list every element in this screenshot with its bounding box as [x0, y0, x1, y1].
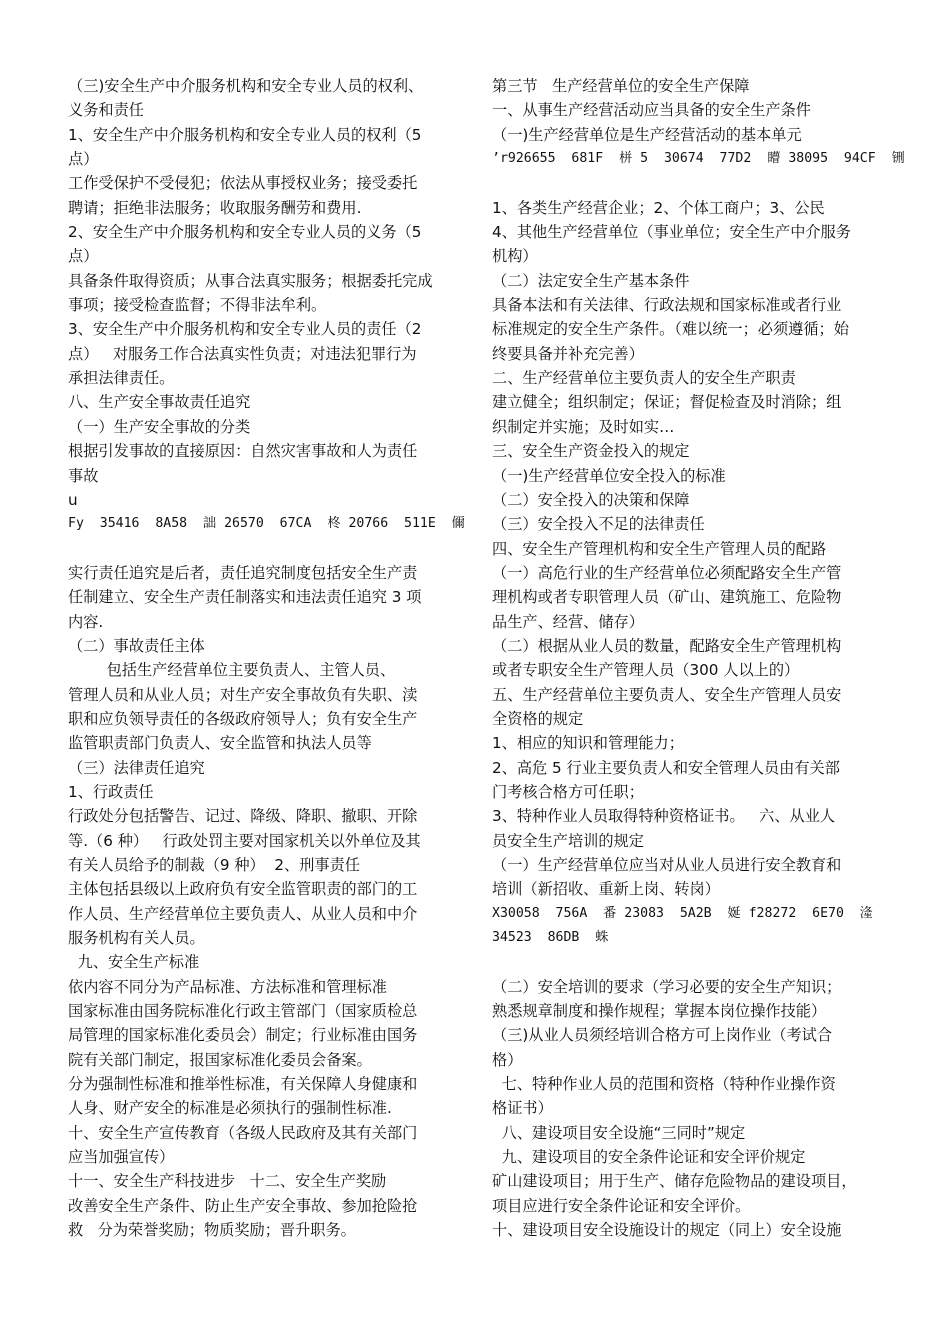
- text-line: 作人员、生产经营单位主要负责人、从业人员和中介: [68, 904, 418, 923]
- text-line: 院有关部门制定，报国家标准化委员会备案。: [68, 1050, 372, 1069]
- text-line: 职和应负领导责任的各级政府领导人；负有安全生产: [68, 709, 418, 728]
- text-line: [68, 537, 468, 561]
- text-line: 二、生产经营单位主要负责人的安全生产职责: [492, 369, 796, 388]
- text-line: （二）安全投入的决策和保障: [492, 490, 690, 509]
- text-line: 根据引发事故的直接原因：自然灾害事故和人为责任: [68, 442, 418, 461]
- text-line: 八、建设项目安全设施“三同时”规定: [492, 1123, 746, 1142]
- text-line: （三)从业人员须经培训合格方可上岗作业（考试合: [492, 1026, 833, 1045]
- text-line: ’r926655 681F 栟 5 30674 77D2 矒 38095 94CF 铏: [492, 151, 905, 167]
- text-line: （二）根据从业人员的数量，配路安全生产管理机构: [492, 636, 842, 655]
- text-line: 1、相应的知识和管理能力；: [492, 734, 684, 753]
- text-line: 员安全生产培训的规定: [492, 831, 644, 850]
- text-line: 服务机构有关人员。: [68, 929, 205, 948]
- text-line: 有关人员给予的制裁（9 种） 2、刑事责任: [68, 856, 360, 874]
- text-line: 四、安全生产管理机构和安全生产管理人员的配路: [492, 539, 827, 558]
- text-line: 实行责任追究是后者，责任追究制度包括安全生产责: [68, 563, 418, 582]
- text-line: 事项；接受检查监督；不得非法牟利。: [68, 296, 327, 315]
- text-line: 2、高危 5 行业主要负责人和安全管理人员由有关部: [492, 758, 840, 777]
- text-line: （三）安全投入不足的法律责任: [492, 515, 705, 534]
- text-line: 事故: [68, 466, 99, 485]
- text-line: 1、行政责任: [68, 782, 154, 801]
- text-line: 国家标准由国务院标准化行政主管部门（国家质检总: [68, 1002, 418, 1021]
- text-line: （二）法定安全生产基本条件: [492, 271, 690, 290]
- text-line: 等.（6 种） 行政处罚主要对国家机关以外单位及其: [68, 831, 421, 850]
- text-line: （三）法律责任追究: [68, 758, 205, 777]
- text-line: 八、生产安全事故责任追究: [68, 393, 251, 412]
- text-line: 第三节 生产经营单位的安全生产保障: [492, 77, 750, 95]
- text-line: 具备条件取得资质；从事合法真实服务；根据委托完成: [68, 271, 433, 290]
- text-line: 三、安全生产资金投入的规定: [492, 442, 690, 461]
- text-line: 建立健全；组织制定；保证；督促检查及时消除；组: [492, 393, 842, 412]
- text-line: 品生产、经营、储存）: [492, 612, 644, 631]
- text-line: 九、安全生产标准: [68, 953, 200, 972]
- text-line: 十、安全生产宣传教育（各级人民政府及其有关部门: [68, 1123, 418, 1142]
- text-line: 3、特种作业人员取得特种资格证书。 六、从业人: [492, 807, 836, 826]
- text-line: 内容.: [68, 612, 104, 631]
- text-line: （一）生产安全事故的分类: [68, 417, 251, 436]
- text-line: 一、从事生产经营活动应当具备的安全生产条件: [492, 101, 811, 120]
- text-line: u: [68, 490, 78, 509]
- text-line: 点）: [68, 150, 99, 169]
- text-line: 理机构或者专职管理人员（矿山、建筑施工、危险物: [492, 588, 842, 607]
- text-line: （一)生产经营单位安全投入的标准: [492, 466, 726, 485]
- text-line: 标准规定的安全生产条件。（难以统一；必须遵循；始: [492, 320, 849, 339]
- text-line: 2、安全生产中介服务机构和安全专业人员的义务（5: [68, 223, 422, 242]
- text-line: 门考核合格方可任职；: [492, 782, 644, 801]
- text-line: [492, 171, 887, 195]
- text-line: 矿山建设项目；用于生产、储存危险物品的建设项目，: [492, 1172, 857, 1191]
- text-line: 34523 86DB 蛛: [492, 930, 609, 946]
- text-line: 分为强制性标准和推举性标准，有关保障人身健康和: [68, 1075, 418, 1094]
- text-line: 点） 对服务工作合法真实性负责；对违法犯罪行为: [68, 344, 417, 363]
- text-line: 九、建设项目的安全条件论证和安全评价规定: [492, 1148, 806, 1167]
- text-line: 义务和责任: [68, 101, 144, 120]
- text-line: （一）高危行业的生产经营单位必须配路安全生产管: [492, 563, 842, 582]
- text-line: 人身、财产安全的标准是必须执行的强制性标准.: [68, 1099, 392, 1118]
- text-line: 依内容不同分为产品标准、方法标准和管理标准: [68, 977, 387, 996]
- text-line: 机构）: [492, 247, 538, 266]
- text-line: 全资格的规定: [492, 709, 584, 728]
- text-line: 4、其他生产经营单位（事业单位；安全生产中介服务: [492, 223, 851, 242]
- text-line: 织制定并实施；及时如实…: [492, 417, 675, 436]
- text-line: 行政处分包括警告、记过、降级、降职、撤职、开除: [68, 807, 418, 826]
- text-line: 培训（新招收、重新上岗、转岗）: [492, 880, 720, 899]
- text-line: （一）生产经营单位应当对从业人员进行安全教育和: [492, 856, 842, 874]
- text-line: [492, 950, 887, 974]
- left-text-column: [68, 74, 468, 1243]
- text-line: （二）事故责任主体: [68, 636, 205, 655]
- text-line: Fy 35416 8A58 詘 26570 67CA 柊 20766 511E 儞: [68, 516, 465, 532]
- text-line: 包括生产经营单位主要负责人、主管人员、: [68, 661, 396, 680]
- text-line: 工作受保护不受侵犯；依法从事授权业务；接受委托: [68, 174, 418, 193]
- text-line: 局管理的国家标准化委员会）制定；行业标准由国务: [68, 1026, 418, 1045]
- text-line: X30058 756A 番 23083 5A2B 娫 f28272 6E70 湰: [492, 905, 873, 921]
- text-line: 具备本法和有关法律、行政法规和国家标准或者行业: [492, 296, 842, 315]
- text-line: 主体包括县级以上政府负有安全监管职责的部门的工: [68, 880, 418, 899]
- text-line: 应当加强宣传）: [68, 1148, 175, 1167]
- text-line: 格证书）: [492, 1099, 553, 1118]
- right-text-column: [492, 74, 905, 1243]
- text-line: 项目应进行安全条件论证和安全评价。: [492, 1196, 751, 1215]
- text-line: 管理人员和从业人员；对生产安全事故负有失职、渎: [68, 685, 418, 704]
- text-line: 终要具备并补充完善）: [492, 344, 644, 363]
- text-line: 任制建立、安全生产责任制落实和违法责任追究 3 项: [68, 588, 422, 607]
- text-line: 七、特种作业人员的范围和资格（特种作业操作资: [492, 1075, 836, 1094]
- text-line: 格）: [492, 1050, 523, 1069]
- text-line: 点）: [68, 247, 99, 266]
- text-line: 熟悉规章制度和操作规程；掌握本岗位操作技能）: [492, 1002, 827, 1021]
- text-line: 1、安全生产中介服务机构和安全专业人员的权利（5: [68, 125, 422, 144]
- text-line: 十一、安全生产科技进步 十二、安全生产奖励: [68, 1172, 387, 1191]
- text-line: 十、建设项目安全设施设计的规定（同上）安全设施: [492, 1221, 842, 1240]
- text-line: （一)生产经营单位是生产经营活动的基本单元: [492, 125, 802, 144]
- text-line: 五、生产经营单位主要负责人、安全生产管理人员安: [492, 685, 842, 704]
- text-line: 3、安全生产中介服务机构和安全专业人员的责任（2: [68, 320, 422, 339]
- text-line: 改善安全生产条件、防止生产安全事故、参加抢险抢: [68, 1196, 418, 1215]
- text-line: （三)安全生产中介服务机构和安全专业人员的权利、: [68, 77, 424, 95]
- text-line: 监管职责部门负责人、安全监管和执法人员等: [68, 734, 372, 753]
- text-line: 承担法律责任。: [68, 369, 175, 388]
- text-line: 救 分为荣誉奖励；物质奖励；晋升职务。: [68, 1221, 356, 1240]
- text-line: （二）安全培训的要求（学习必要的安全生产知识；: [492, 977, 842, 996]
- text-line: 或者专职安全生产管理人员（300 人以上的）: [492, 661, 800, 680]
- text-line: 1、各类生产经营企业；2、个体工商户；3、公民: [492, 198, 825, 217]
- text-line: 聘请；拒绝非法服务；收取服务酬劳和费用.: [68, 198, 362, 217]
